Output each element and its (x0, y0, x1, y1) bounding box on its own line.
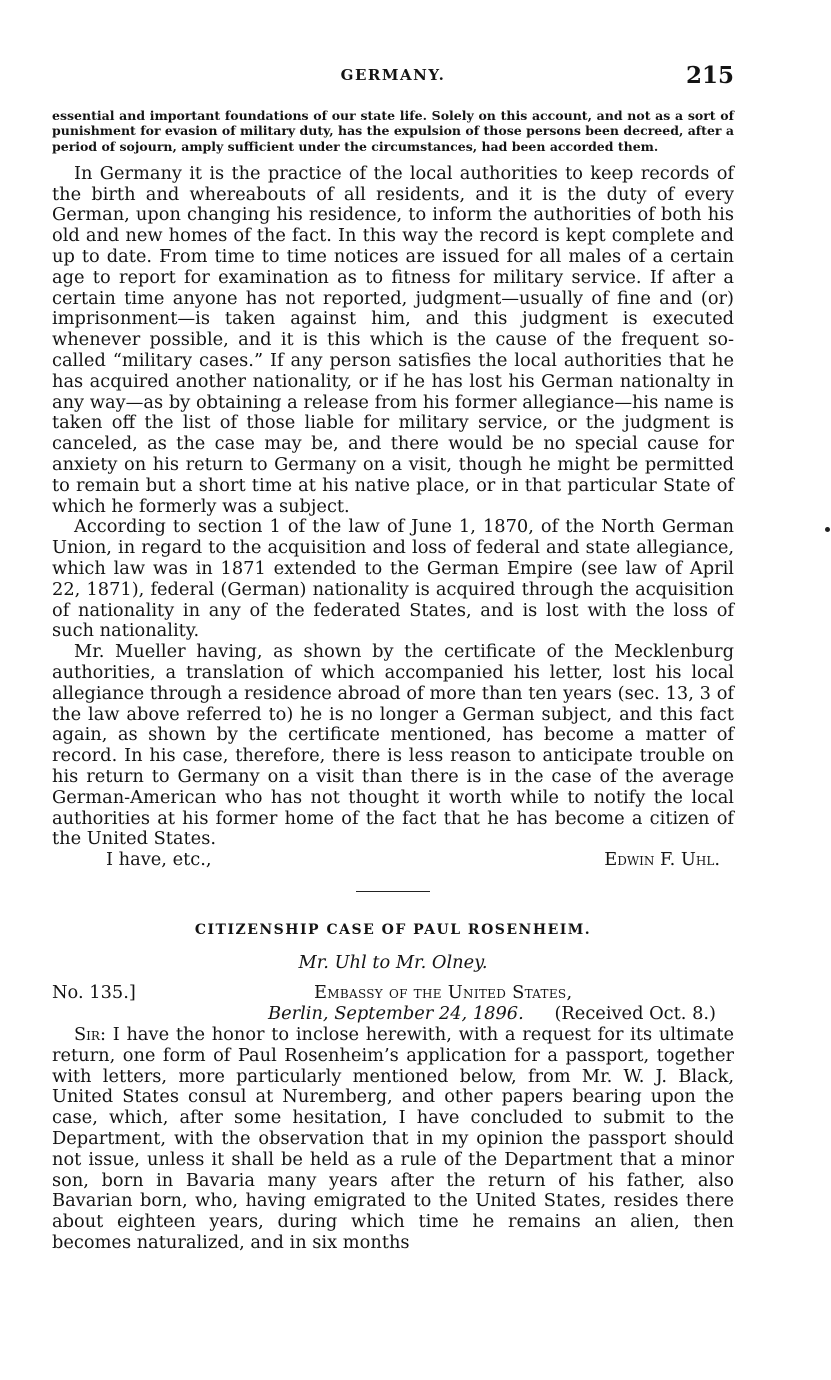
body-paragraph: Mr. Mueller having, as shown by the certificate of the Mecklenburg authorities, a translation of which accompanied his letter, lost his local allegiance through a residence abroad of more than ten years (sec. 13, 3 of the law above referred to) he is no longer a German subject, and this fact again, as shown by the certificate mentioned, has become a matter of record. In his case, therefore, there is less reason to anticipate trouble on his return to Germany on a visit than there is in the case of the average German-American who has not thought it worth while to notify the local authorities at his former home of the fact that he has become a citizen of the United States. (52, 641, 734, 850)
signoff (52, 850, 734, 871)
received-date: (Received Oct. 8.) (554, 1002, 716, 1024)
letter-text: I have the honor to inclose herewith, with a request for its ultimate return, one form of Paul Rosenheim’s application for a passport, together with letters, more particularly mentioned below, from Mr. W. J. Black, United States consul at Nuremberg, and other papers bearing upon the case, which, after some hesitation, I have concluded to submit to the Department, with the observation that in my opinion the passport should not issue, unless it shall be held as a rule of the Department that a minor son, born in Bavaria many years after the return of his father, also Bavarian born, who, having emigrated to the United States, resides there about eighteen years, during which time he remains an alien, then becomes naturalized, and in six months (52, 1023, 734, 1253)
page-content (52, 108, 734, 1254)
section-title: CITIZENSHIP CASE OF PAUL ROSENHEIM. (194, 921, 592, 938)
place-date: Berlin, September 24, 1896. (268, 1002, 524, 1024)
salutation: Sir: (74, 1023, 106, 1045)
section-subtitle: Mr. Uhl to Mr. Olney. (298, 951, 488, 973)
closing: I have, etc., (106, 849, 212, 871)
margin-dot (825, 527, 830, 532)
document-number: No. 135.] (52, 981, 136, 1003)
section-divider (356, 891, 430, 892)
dateline (52, 983, 734, 1025)
signature: Edwin F. Uhl. (604, 849, 720, 871)
footnote-paragraph: essential and important foundations of our state life. Solely on this account, and not as a sort of punishment for evasion of military duty, has the expulsion of those persons been decreed, after a period of sojourn, amply sufficient under the circumstances, had been accorded them. (52, 108, 734, 154)
sender: Embassy of the United States, (314, 981, 573, 1003)
running-title: GERMANY. (340, 66, 446, 84)
page-number: 215 (685, 62, 734, 89)
body-paragraph: According to section 1 of the law of June 1, 1870, of the North German Union, in regard to the acquisition and loss of federal and state allegiance, which law was in 1871 extended to the German Empire (see law of April 22, 1871), federal (German) nationality is acquired through the acquisition of nationality in any of the federated States, and is lost with the loss of such nationality. (52, 516, 734, 642)
letter-body (52, 1025, 734, 1254)
page-header (52, 62, 734, 96)
body-paragraph: In Germany it is the practice of the local authorities to keep records of the birth and whereabouts of all residents, and it is the duty of every German, upon changing his residence, to inform the authorities of both his old and new homes of the fact. In this way the record is kept complete and up to date. From time to time notices are issued for all males of a certain age to report for examination as to fitness for military service. If after a certain time anyone has not reported, judgment—usually of fine and (or) imprisonment—is taken against him, and this judgment is executed whenever possible, and it is this which is the cause of the frequent so-called “military cases.” If any person satisfies the local authorities that he has acquired another nationality, or if he has lost his German nationalty in any way—as by obtaining a release from his former allegiance—his name is taken off the list of those liable for military service, or the judgment is canceled, as the case may be, and there would be no special cause for anxiety on his return to Germany on a visit, though he might be permitted to remain but a short time at his native place, or in that particular State of which he formerly was a subject. (52, 162, 734, 517)
